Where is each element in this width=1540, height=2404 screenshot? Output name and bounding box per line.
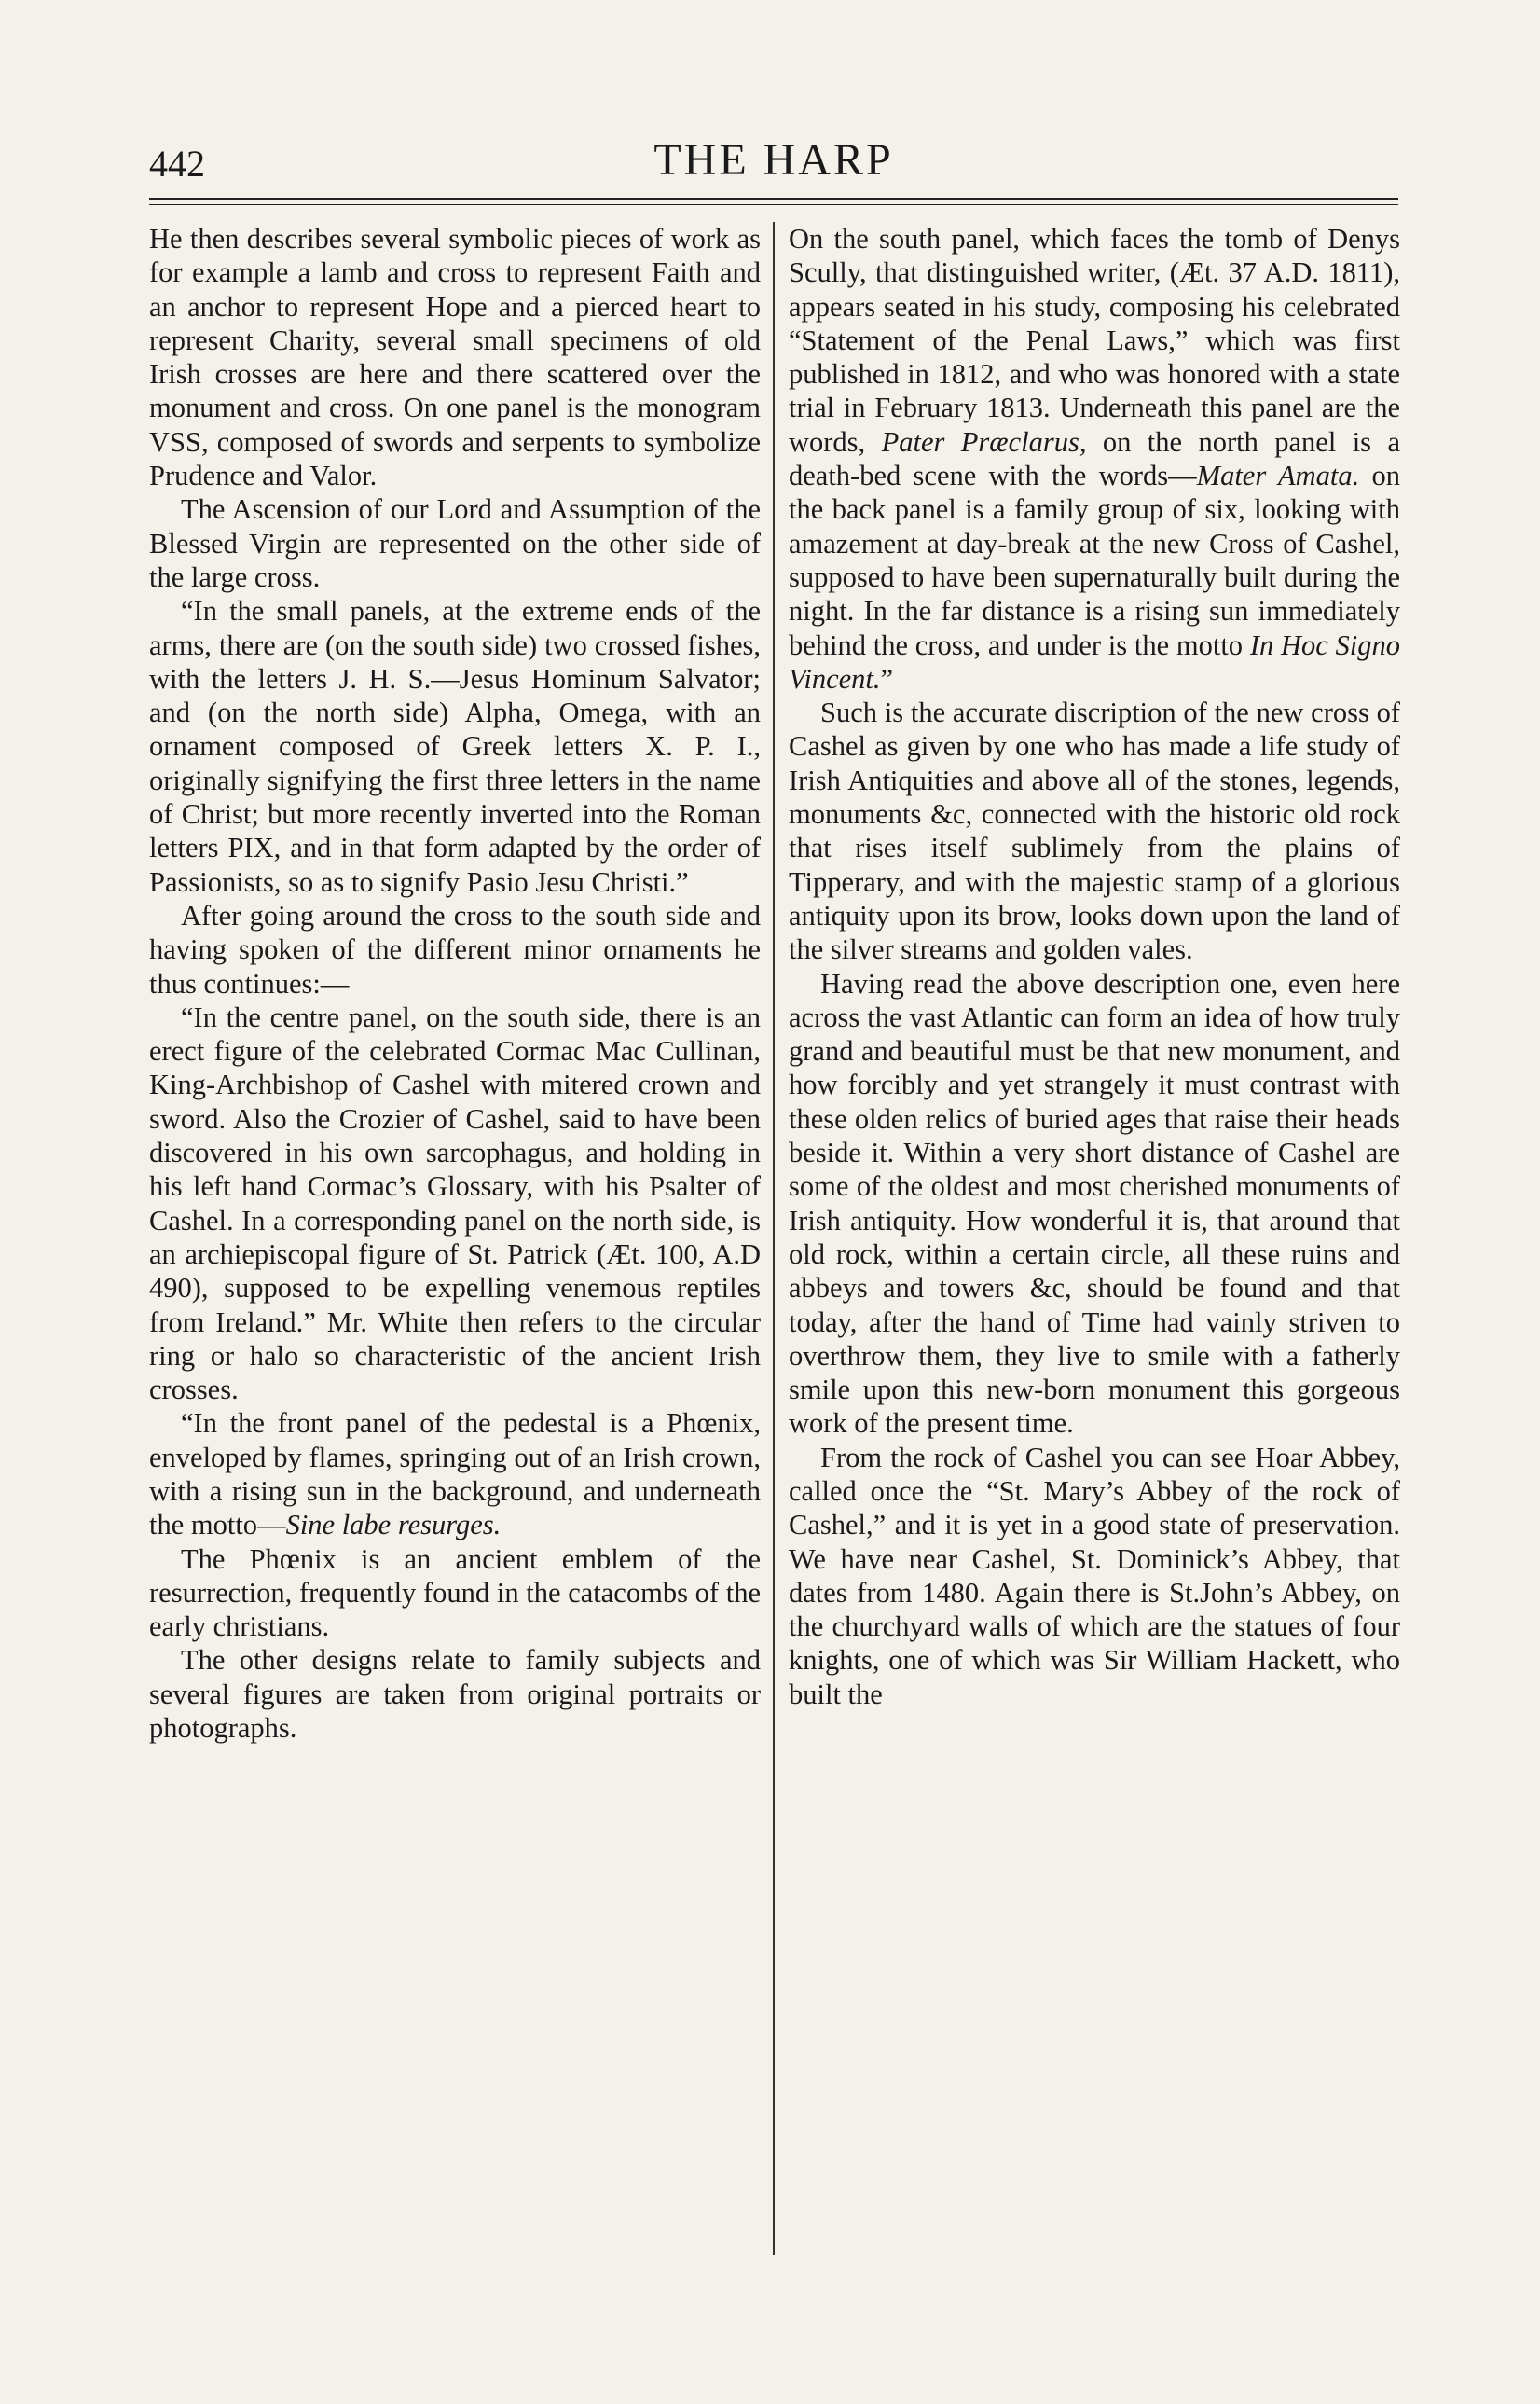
right-column [789,222,1400,2255]
paragraph: Having read the above description one, even here across the vast Atlantic can form an idea of how truly grand and beautiful must be that new monument, and how forcibly and yet strangely it must contrast with these olden relics of buried ages that raise their heads beside it. Within a very short distance of Cashel are some of the oldest and most cherished monuments of Irish antiquity. How wonderful it is, that around that old rock, within a certain circle, all these ruins and abbeys and towers &c, should be found and that today, after the hand of Time had vainly striven to overthrow them, they live to smile with a fatherly smile upon this new-born monument this gorgeous work of the present time. [789,967,1400,1440]
paragraph: Such is the accurate discription of the new cross of Cashel as given by one who has made a life study of Irish Antiquities and above all of the stones, legends, monuments &c, connected with the historic old rock that rises itself sublimely from the plains of Tipperary, and with the majestic stamp of a glorious antiquity upon its brow, looks down upon the land of the silver streams and golden vales. [789,697,1400,966]
paragraph-text: on the north panel is a death-bed scene with the words— [789,425,1400,492]
paragraph: “In the centre panel, on the south side, there is an erect figure of the celebrated Cormac Mac Cullinan, King-Archbishop of Cashel with mitered crown and sword. Also the Crozier of Cashel, said to have been discovered in his own sarcophagus, and holding in his left hand Cormac’s Glossary, with his Psalter of Cashel. In a corresponding panel on the north side, is an archiepiscopal figure of St. Patrick (Æt. 100, A.D 490), supposed to be expelling venemous reptiles from Ireland.” Mr. White then refers to the circular ring or halo so characteristic of the ancient Irish crosses. [149,1001,761,1406]
header-rule-thick [149,198,1398,200]
left-column [149,222,761,2255]
paragraph-text: on the back panel is a family group of six, looking with amazement at day-break at the new Cross of Cashel, supposed to have been supernaturally built during the night. In the far distance is a rising sun immediately behind the cross, and under is the motto [789,460,1400,661]
paragraph-text: ” [880,662,894,695]
paragraph: He then describes several symbolic pieces of work as for example a lamb and cross to represent Faith and an anchor to represent Hope and a pierced heart to represent Charity, several small specimens of old Irish crosses are here and there scattered over the monument and cross. On one panel is the monogram VSS, composed of swords and serpents to symbolize Prudence and Valor. [149,223,761,492]
column-divider [773,222,775,2255]
paragraph: “In the small panels, at the extreme ends of the arms, there are (on the south side) two crossed fishes, with the letters J. H. S.—Jesus Hominum Salvator; and (on the north side) Alpha, Omega, with an ornament composed of Greek letters X. P. I., originally signifying the first three letters in the name of Christ; but more recently inverted into the Roman letters PIX, and in that form adapted by the order of Passionists, so as to signify Pasio Jesu Christi.” [149,595,761,898]
page-number: 442 [149,143,205,185]
paragraph-text: “In the front panel of the pedestal is a Phœnix, enveloped by flames, springing out of an Irish crown, with a rising sun in the background, and underneath the motto— [149,1407,761,1541]
motto-italic: Pater Præclarus, [881,425,1087,458]
paragraph [789,222,1400,696]
motto-italic: In Hoc Signo Vincent. [789,629,1400,695]
motto-italic: Mater Amata. [1196,460,1360,492]
paragraph: After going around the cross to the south side and having spoken of the different minor ornaments he thus continues:— [149,899,761,1000]
motto-italic: Sine labe resurges. [285,1509,502,1541]
paragraph: The Ascension of our Lord and Assumption of the Blessed Virgin are represented on the other side of the large cross. [149,493,761,593]
page-header [149,131,1398,196]
paragraph-text: On the south panel, which faces the tomb of Denys Scully, that distinguished writer, (Æt. 37 A.D. 1811), appears seated in his study, composing his celebrated “Statement of the Penal Laws,” which was first published in 1812, and who was honored with a state trial in February 1813. Underneath this panel are the words, [789,223,1400,458]
paragraph: From the rock of Cashel you can see Hoar Abbey, called once the “St. Mary’s Abbey of the rock of Cashel,” and it is yet in a good state of preservation. We have near Cashel, St. Dominick’s Abbey, that dates from 1480. Again there is St.John’s Abbey, on the churchyard walls of which are the statues of four knights, one of which was Sir William Hackett, who built the [789,1441,1400,1710]
paragraph: The Phœnix is an ancient emblem of the resurrection, frequently found in the catacombs of the early christians. [149,1542,761,1643]
paragraph: The other designs relate to family subjects and several figures are taken from original portraits or photographs. [149,1644,761,1745]
header-rule-thin [149,204,1398,205]
running-title: THE HARP [653,135,894,185]
paragraph [149,1406,761,1541]
